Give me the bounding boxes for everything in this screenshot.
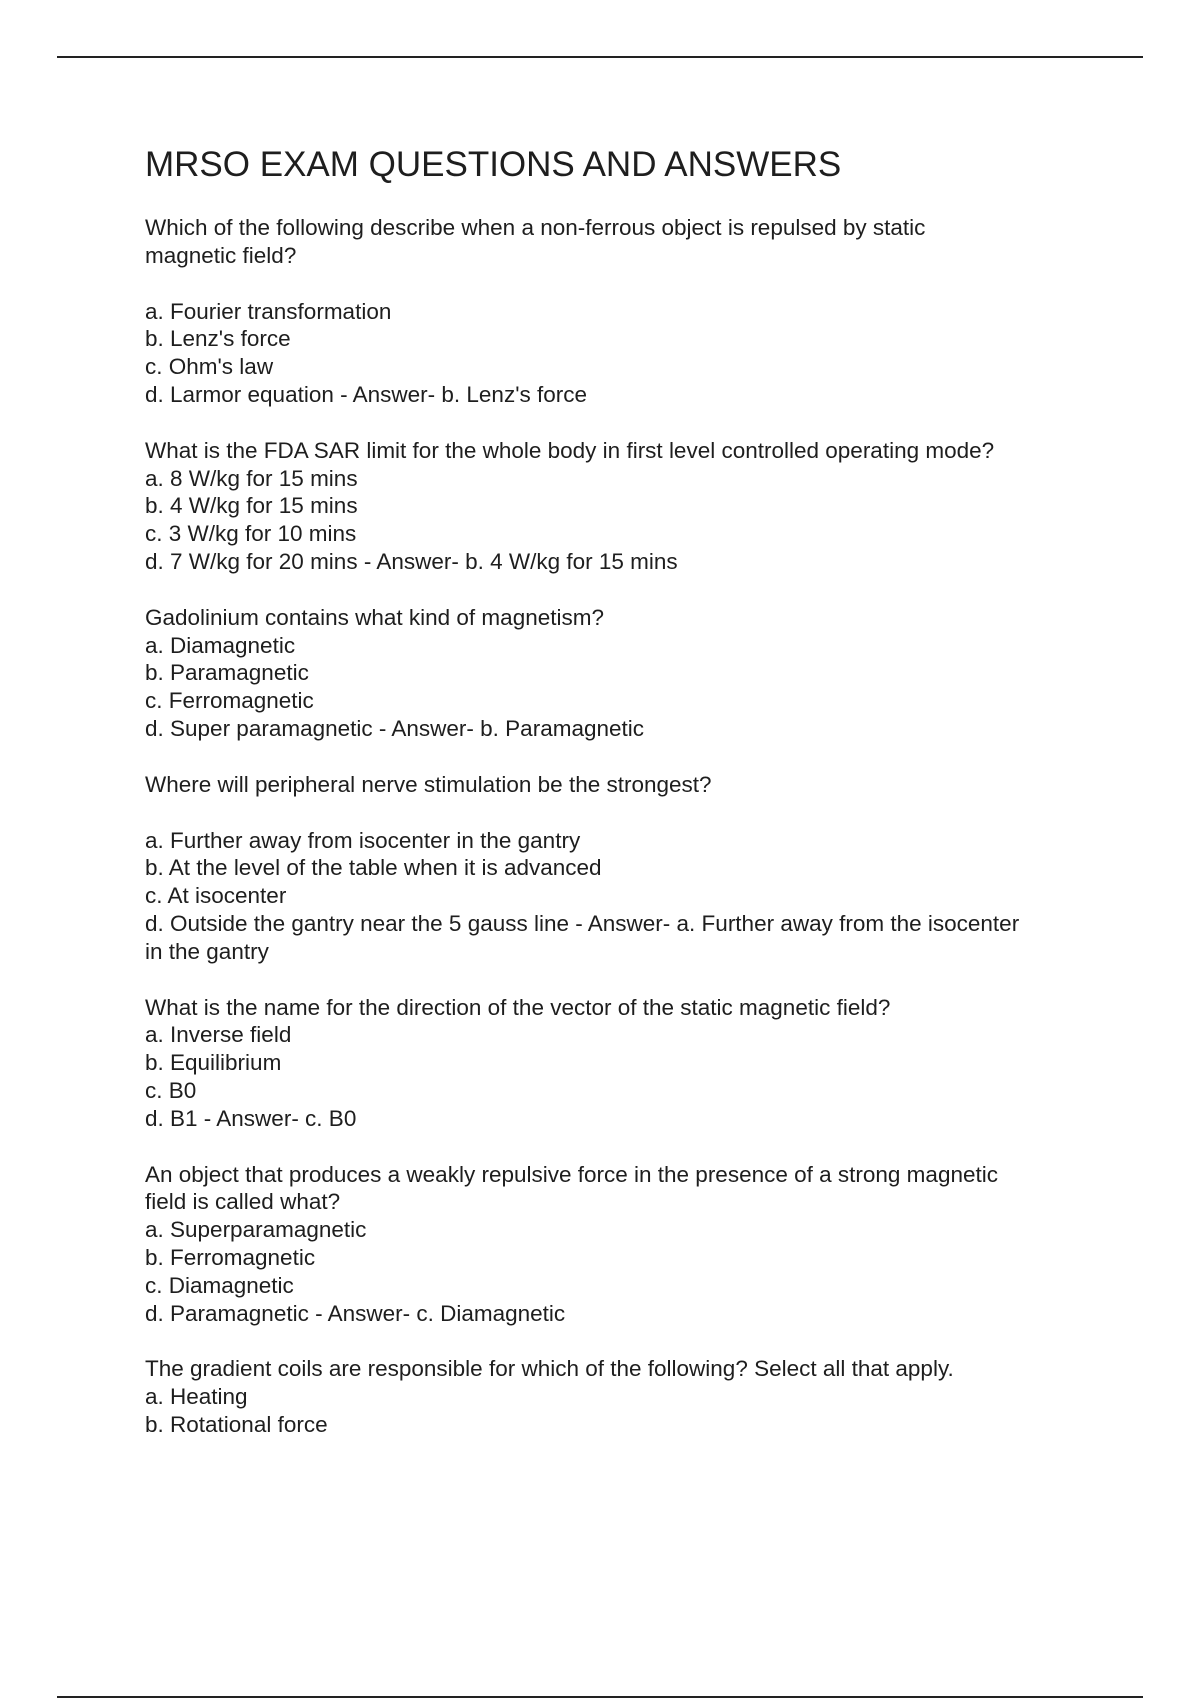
top-rule [57,56,1143,58]
text-line: b. 4 W/kg for 15 mins [145,493,358,519]
text-line: What is the name for the direction of the vector of the static magnetic field? [145,994,891,1020]
document-body [145,214,1105,1439]
text-line: field is called what? [145,1189,341,1215]
text-line: b. Ferromagnetic [145,1244,316,1270]
document-title: MRSO EXAM QUESTIONS AND ANSWERS [145,145,842,184]
text-line: d. Outside the gantry near the 5 gauss line - Answer- a. Further away from the isocenter [145,910,1020,936]
text-line: d. Larmor equation - Answer- b. Lenz's force [145,381,588,407]
text-line: c. B0 [145,1077,197,1103]
text-line: Gadolinium contains what kind of magnetism? [145,604,604,630]
paragraph-gap [145,799,1105,827]
text-line: b. Paramagnetic [145,660,309,686]
text-line: d. Paramagnetic - Answer- c. Diamagnetic [145,1300,566,1326]
page-content [145,142,1105,1439]
text-line: c. Ferromagnetic [145,688,314,714]
paragraph-gap [145,270,1105,298]
text-line: a. Diamagnetic [145,632,296,658]
text-line: a. Heating [145,1384,248,1410]
text-line: Where will peripheral nerve stimulation be the strongest? [145,771,712,797]
text-line: a. Inverse field [145,1022,292,1048]
paragraph-gap [145,1133,1105,1161]
text-line: a. 8 W/kg for 15 mins [145,465,358,491]
text-line: d. B1 - Answer- c. B0 [145,1105,357,1131]
text-line: magnetic field? [145,242,297,268]
text-line: b. At the level of the table when it is advanced [145,855,602,881]
text-line: d. 7 W/kg for 20 mins - Answer- b. 4 W/kg for 15 mins [145,548,678,574]
text-line: in the gantry [145,938,269,964]
text-line: b. Lenz's force [145,326,291,352]
text-line: Which of the following describe when a non-ferrous object is repulsed by static [145,215,926,240]
text-line: d. Super paramagnetic - Answer- b. Paramagnetic [145,715,644,741]
text-line: c. 3 W/kg for 10 mins [145,521,357,547]
paragraph-gap [145,966,1105,994]
text-line: c. At isocenter [145,883,287,909]
paragraph-gap [145,743,1105,771]
text-line: c. Ohm's law [145,354,274,380]
text-line: a. Fourier transformation [145,298,392,324]
text-line: b. Rotational force [145,1411,328,1437]
text-line: b. Equilibrium [145,1050,282,1076]
paragraph-gap [145,576,1105,604]
text-line: An object that produces a weakly repulsive force in the presence of a strong magnetic [145,1161,998,1187]
text-line: The gradient coils are responsible for which of the following? Select all that apply. [145,1356,954,1382]
text-line: What is the FDA SAR limit for the whole body in first level controlled operating mode? [145,437,995,463]
paragraph-gap [145,409,1105,437]
paragraph-gap [145,1327,1105,1355]
text-line: a. Superparamagnetic [145,1217,367,1243]
text-line: a. Further away from isocenter in the gantry [145,827,581,853]
text-line: c. Diamagnetic [145,1272,294,1298]
bottom-rule [57,1696,1143,1698]
